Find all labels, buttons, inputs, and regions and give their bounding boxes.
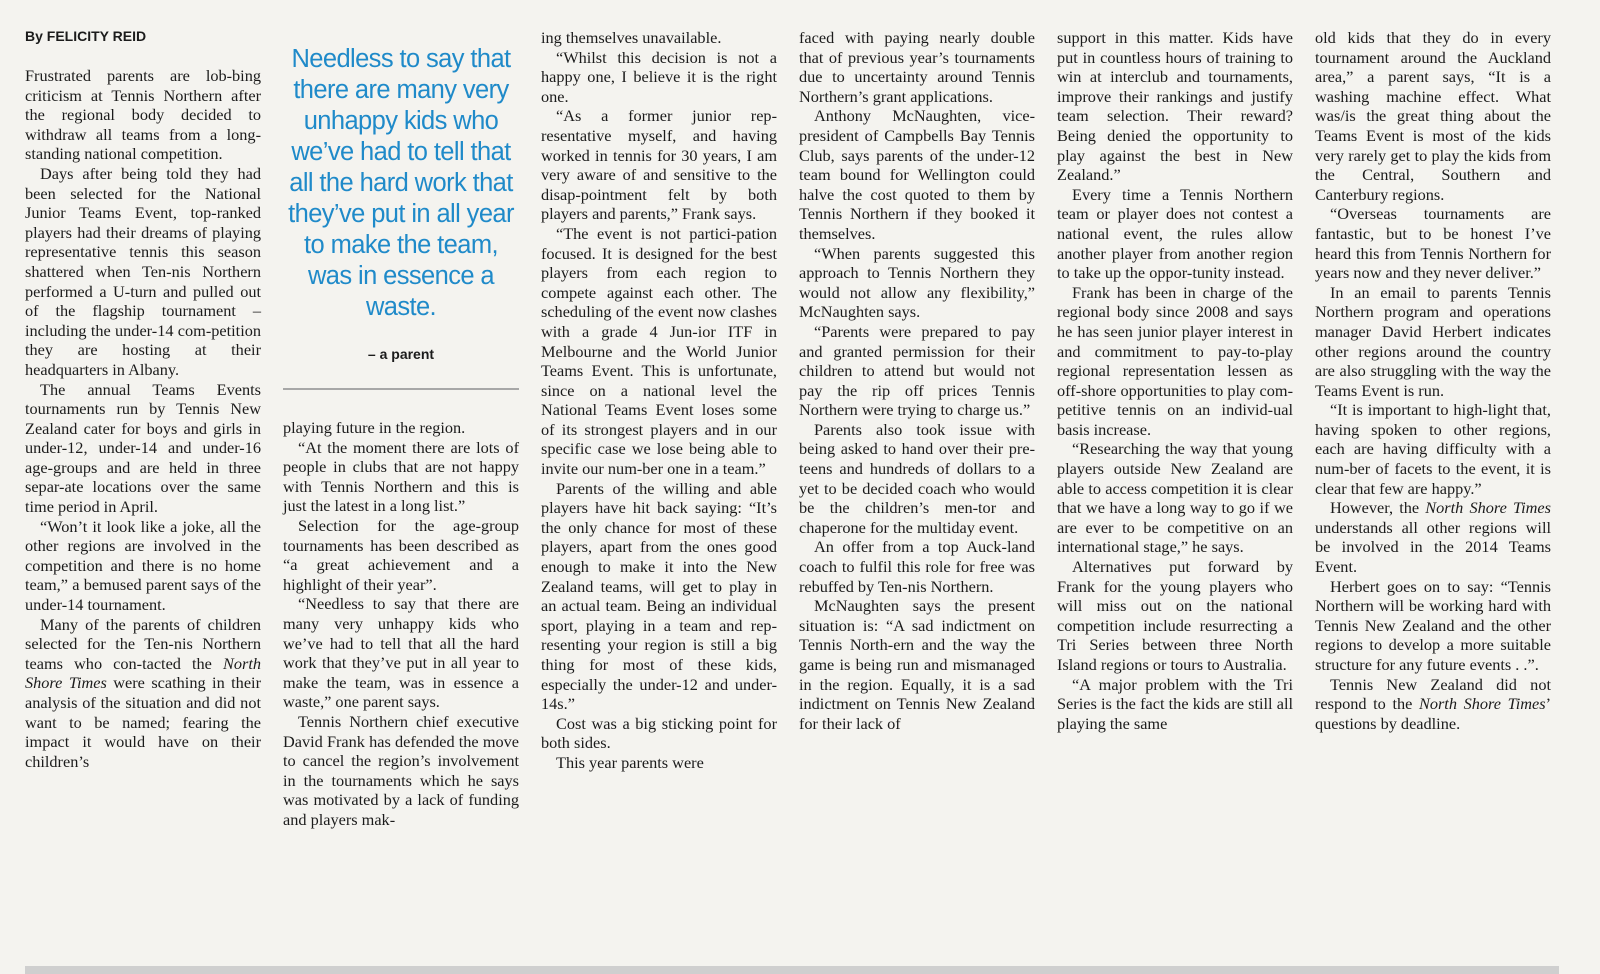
paragraph: Parents also took issue with being asked to hand over their pre-teens and hundreds of dollars to a yet to be decided coach who would be the children’s men-tor and chaperone for the multiday event. — [799, 419, 1035, 537]
paragraph: McNaughten says the present situation is: “A sad indictment on Tennis North-ern and the way the game is being run and mismanaged in the region. Equally, it is a sad indictment on Tennis New Zealand for their lack of — [799, 596, 1035, 733]
article-column-5 — [1057, 28, 1293, 941]
paragraph: “The event is not partici-pation focused. It is designed for the best players from each region to compete against each other. The scheduling of the event now clashes with a grade 4 Jun-ior ITF in Melbourne and the World Junior Teams Event. This is unfortunate, since on a national level the National Teams Event loses some of its strongest players and in our specific case we lose being able to invite our num-ber one in a team.” — [541, 223, 777, 479]
paragraph: “A major problem with the Tri Series is the fact the kids are still all playing the same — [1057, 674, 1293, 733]
paragraph: Every time a Tennis Northern team or player does not contest a national event, the rules allow another player from another region to take up the oppor-tunity instead. — [1057, 184, 1293, 283]
paragraph: Frustrated parents are lob-bing criticism at Tennis Northern after the regional body decided to withdraw all teams from a long-standing national competition. — [25, 66, 261, 164]
newspaper-article — [25, 26, 1559, 941]
page-bottom-strip — [25, 966, 1559, 974]
paragraph: Anthony McNaughten, vice-president of Campbells Bay Tennis Club, says parents of the under-12 team bound for Wellington could halve the cost quoted to them by Tennis Northern if they booked it themselves. — [799, 106, 1035, 243]
paragraph: “It is important to high-light that, having spoken to other regions, each are having difficulty with a num-ber of facets to the event, it is clear that few are happy.” — [1315, 400, 1551, 498]
paragraph: “Whilst this decision is not a happy one, I believe it is the right one. — [541, 47, 777, 106]
paragraph: Cost was a big sticking point for both sides. — [541, 713, 777, 753]
pull-quote-attribution: – a parent — [367, 346, 435, 362]
article-column-3 — [541, 28, 777, 941]
paragraph: Days after being told they had been selected for the National Junior Teams Event, top-ranked players had their dreams of playing representative tennis this season shattered when Ten-nis Northern performed a U-turn and pulled out of the flagship tournament – including the under-14 com-petition they are hosting at their headquarters in Albany. — [25, 163, 261, 379]
paragraph: “Overseas tournaments are fantastic, but to be honest I’ve heard this from Tennis Northern for years now and they never deliver.” — [1315, 204, 1551, 283]
article-column-6 — [1315, 28, 1551, 941]
paragraph: Alternatives put forward by Frank for the young players who will miss out on the national competition include resurrecting a Tri Series between three North Island regions or tours to Australia. — [1057, 557, 1293, 674]
paragraph: In an email to parents Tennis Northern program and operations manager David Herbert indicates other regions around the country are also struggling with the way the Teams Event is run. — [1315, 282, 1551, 400]
article-column-4 — [799, 28, 1035, 941]
paragraph: However, the North Shore Times understands all other regions will be involved in the 2014 Teams Event. — [1315, 498, 1551, 577]
article-column-2 — [283, 418, 519, 941]
paragraph: “Parents were prepared to pay and granted permission for their children to attend but would not pay the rip off prices Tennis Northern were trying to charge us.” — [799, 321, 1035, 420]
paragraph: Herbert goes on to say: “Tennis Northern will be working hard with Tennis New Zealand and the other regions to develop a more suitable structure for any future events . .”. — [1315, 576, 1551, 674]
paragraph: support in this matter. Kids have put in countless hours of training to win at interclub and tournaments, improve their rankings and justify team selection. Their reward? Being denied the opportunity to play against the best in New Zealand.” — [1057, 28, 1293, 185]
byline: By FELICITY REID — [25, 28, 147, 44]
pull-quote-divider — [283, 388, 519, 390]
article-column-1 — [25, 66, 261, 941]
publication-name: North Shore Times — [25, 653, 261, 693]
publication-name: North Shore Times — [1418, 694, 1546, 714]
paragraph: ing themselves unavailable. — [541, 28, 722, 47]
publication-name: North Shore Times — [1425, 498, 1551, 518]
paragraph: This year parents were — [556, 752, 704, 772]
paragraph: “When parents suggested this approach to Tennis Northern they would not allow any flexibility,” McNaughten says. — [799, 243, 1035, 322]
paragraph: “Needless to say that there are many very unhappy kids who we’ve had to tell that all the hard work that they’ve put in all year to make the team, was in essence a waste,” one parent says. — [283, 594, 519, 712]
paragraph: Frank has been in charge of the regional body since 2008 and says he has seen junior player interest in and commitment to pay-to-play regional representation lessen as off-shore opportunities to play com-petitive tennis on an individ-ual basis increase. — [1057, 282, 1293, 439]
paragraph: faced with paying nearly double that of previous year’s tournaments due to uncertainty around Tennis Northern’s grant applications. — [799, 28, 1035, 106]
paragraph: The annual Teams Events tournaments run by Tennis New Zealand cater for boys and girls in under-12, under-14 and under-16 age-groups and are held in three separ-ate locations over the same time period in April. — [25, 379, 261, 517]
paragraph: Tennis Northern chief executive David Frank has defended the move to cancel the region’s involvement in the tournaments which he says was motivated by a lack of funding and players mak- — [283, 711, 519, 829]
paragraph: An offer from a top Auck-land coach to fulfil this role for free was rebuffed by Ten-nis Northern. — [799, 537, 1035, 596]
paragraph: Tennis New Zealand did not respond to the North Shore Times’ questions by deadline. — [1315, 674, 1551, 733]
paragraph: Selection for the age-group tournaments has been described as “a great achievement and a highlight of their year”. — [283, 515, 519, 594]
paragraph: old kids that they do in every tournament around the Auckland area,” a parent says, “It is a washing machine effect. What was/is the great thing about the Teams Event is most of the kids very rarely get to play the kids from the Central, Southern and Canterbury regions. — [1315, 28, 1551, 204]
paragraph: Many of the parents of children selected for the Ten-nis Northern teams who con-tacted the North Shore Times were scathing in their analysis of the situation and did not want to be named; fearing the impact it would have on their children’s — [25, 614, 261, 771]
paragraph: “At the moment there are lots of people in clubs that are not happy with Tennis Northern and this is just the latest in a long list.” — [283, 437, 519, 516]
paragraph: Parents of the willing and able players have hit back saying: “It’s the only chance for most of these players, apart from the ones good enough to make it into the New Zealand teams, will get to play in an actual team. Being an individual sport, playing in a team and rep-resenting your region is still a big thing for most of these kids, especially the under-12 and under-14s.” — [541, 478, 777, 714]
paragraph: playing future in the region. — [283, 418, 466, 437]
paragraph: “Researching the way that young players outside New Zealand are able to access competition it is clear that we have a long way to go if we are ever to be competitive on an international stage,” he says. — [1057, 439, 1293, 557]
pull-quote: Needless to say that there are many very unhappy kids who we’ve had to tell that all the hard work that they’ve put in all year to make the team, was in essence a waste. — [288, 45, 514, 321]
paragraph: “Won’t it look like a joke, all the other regions are involved in the competition and there is no home team,” a bemused parent says of the under-14 tournament. — [25, 516, 261, 615]
paragraph: “As a former junior rep-resentative myself, and having worked in tennis for 30 years, I am very aware of and sensitive to the disap-pointment felt by both players and parents,” Frank says. — [541, 106, 777, 224]
